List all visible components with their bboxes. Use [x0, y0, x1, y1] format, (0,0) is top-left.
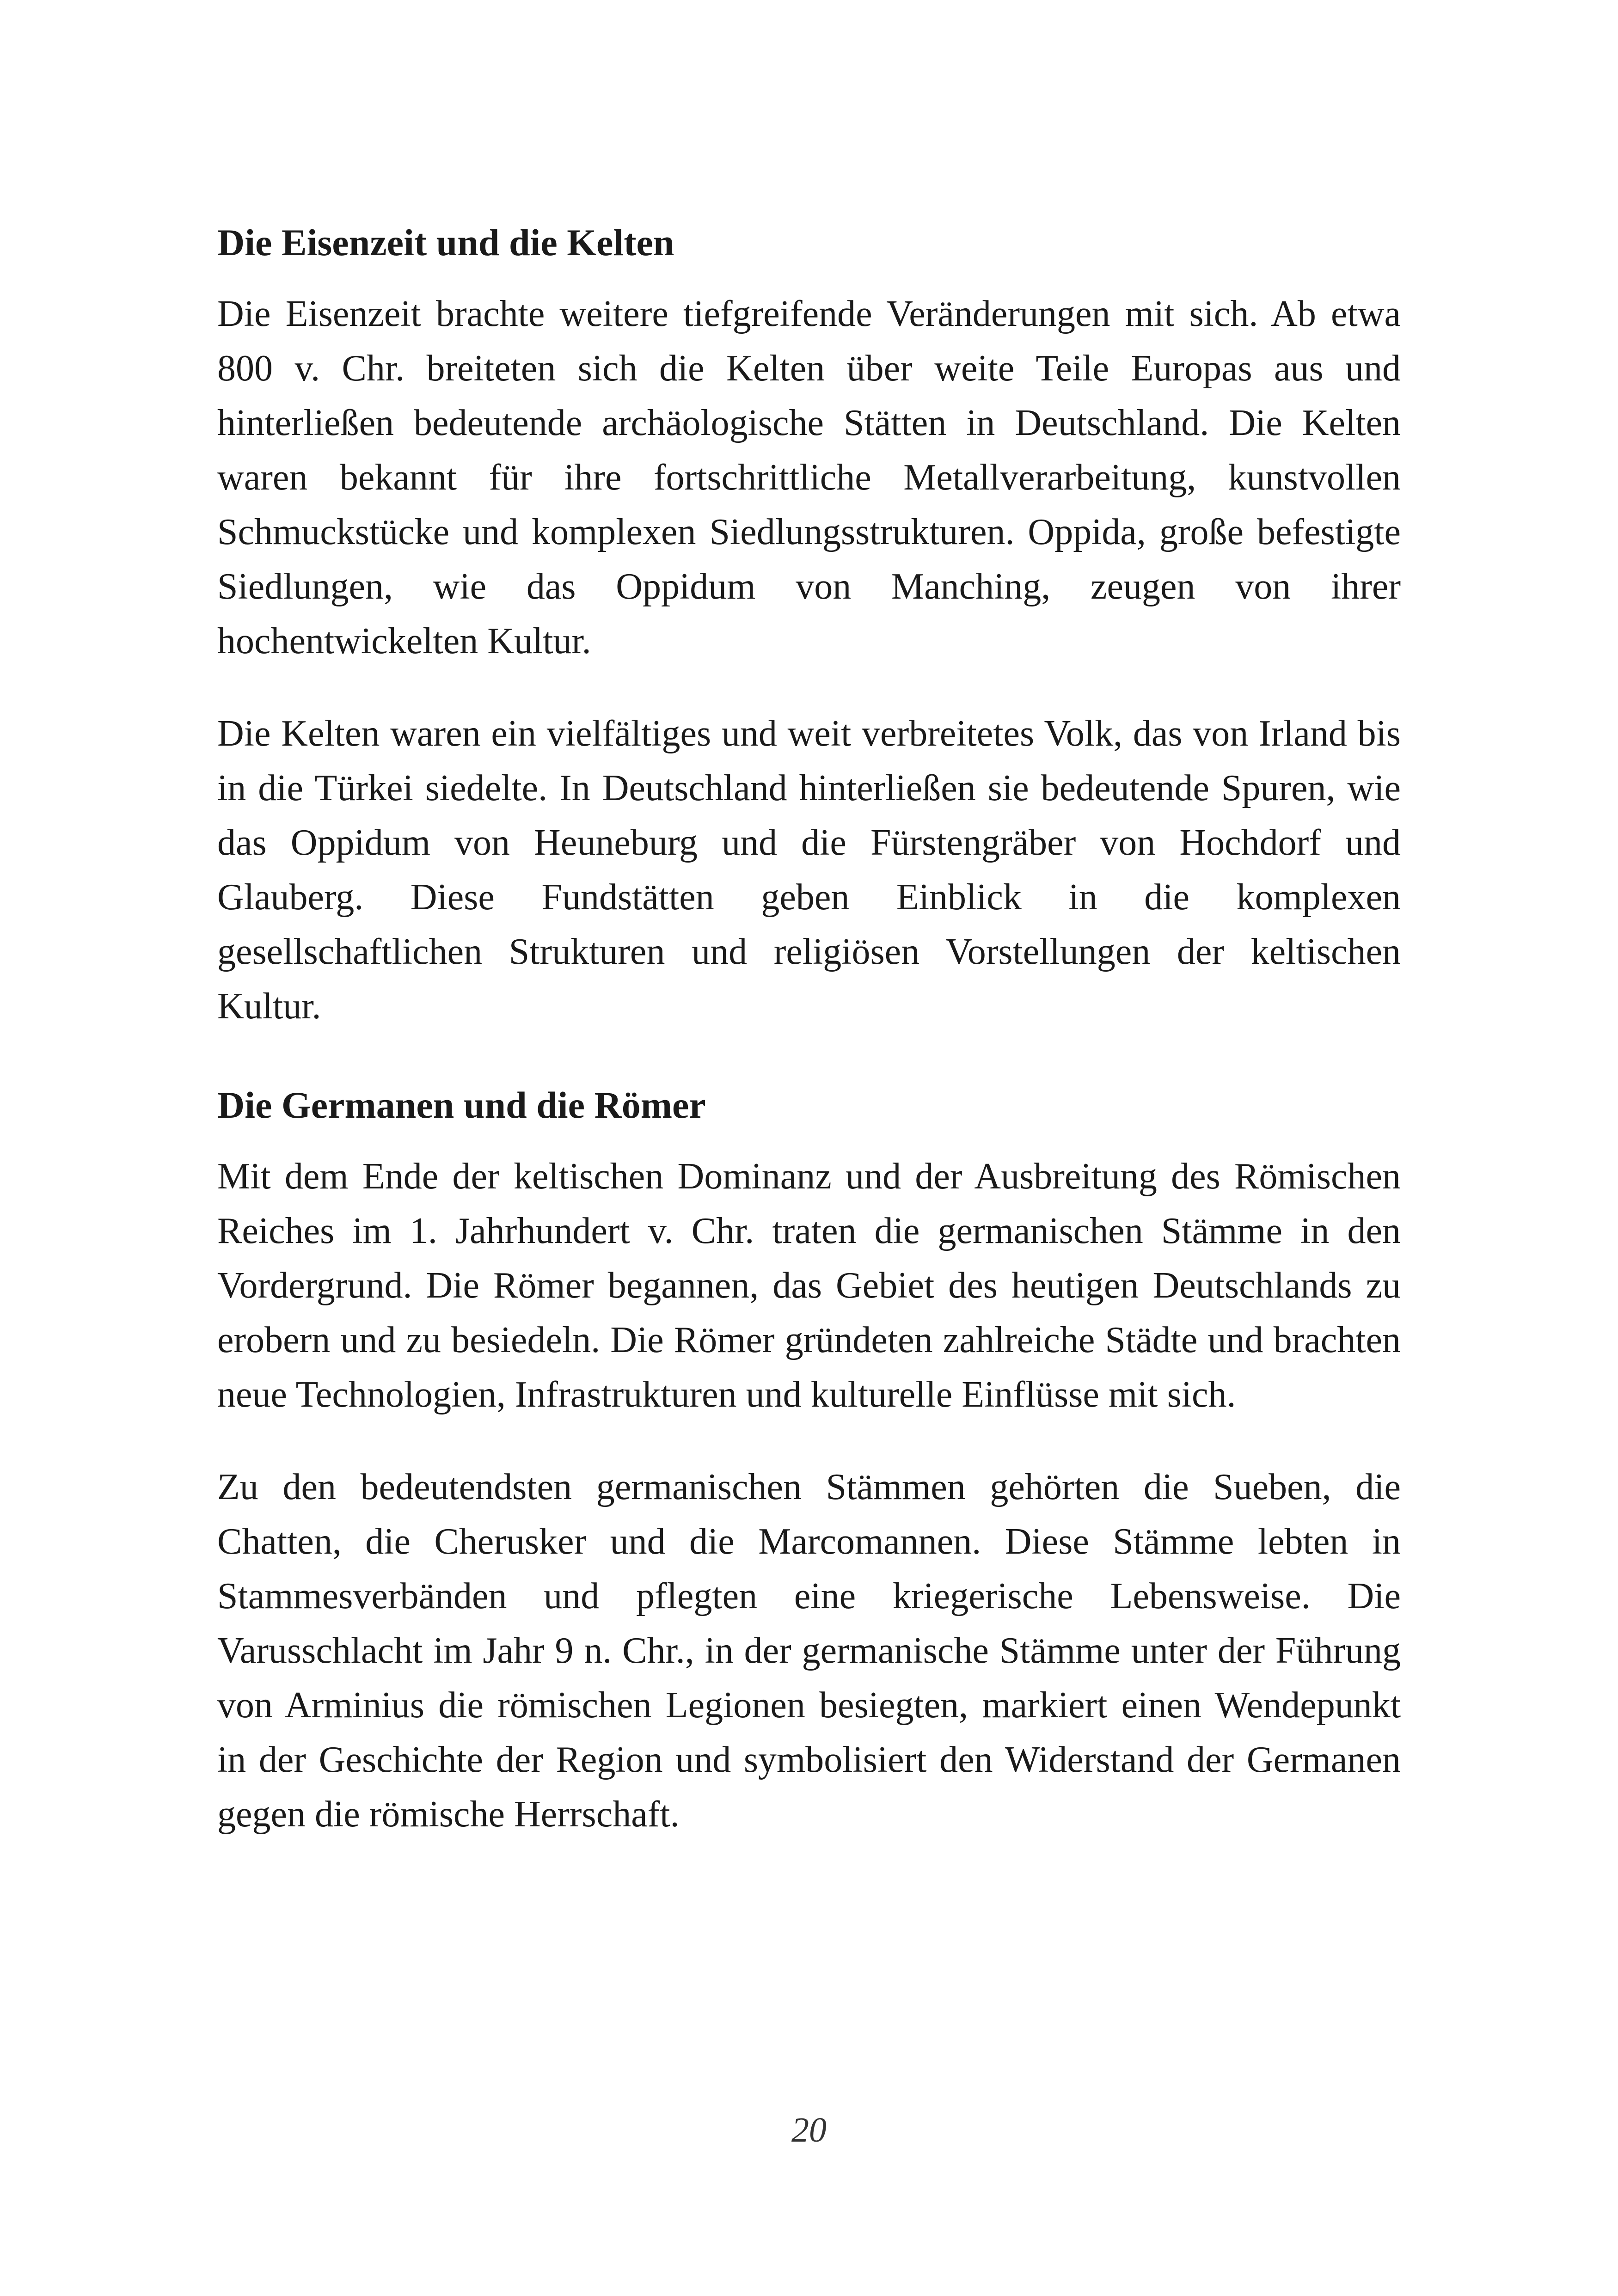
- section-germans-romans: [217, 1080, 1401, 1842]
- paragraph: Die Kelten waren ein vielfältiges und weit verbreitetes Volk, das von Irland bis in die Türkei siedelte. In Deutschland hinterließen sie bedeutende Spuren, wie das Oppidum von Heuneburg und die Fürstengräber von Hochdorf und Glauberg. Diese Fundstätten geben Einblick in die komplexen gesellschaftlichen Strukturen und religiösen Vorstellungen der keltischen Kultur.: [217, 713, 1401, 1027]
- section-iron-age-celts: [217, 217, 1401, 1034]
- page-content: [217, 217, 1401, 1842]
- paragraph: Mit dem Ende der keltischen Dominanz und der Ausbreitung des Römischen Reiches im 1. Jahrhundert v. Chr. traten die germanischen Stämme in den Vordergrund. Die Römer begannen, das Gebiet des heutigen Deutschlands zu erobern und zu besiedeln. Die Römer gründeten zahlreiche Städte und brachten neue Technologien, Infrastrukturen und kulturelle Einflüsse mit sich.: [217, 1156, 1401, 1415]
- paragraph: Die Eisenzeit brachte weitere tiefgreifende Veränderungen mit sich. Ab etwa 800 v. Chr. breiteten sich die Kelten über weite Teile Europas aus und hinterließen bedeutende archäologische Stätten in Deutschland. Die Kelten waren bekannt für ihre fortschrittliche Metallverarbeitung, kunstvollen Schmuckstücke und komplexen Siedlungsstrukturen. Oppida, große befestigte Siedlungen, wie das Oppidum von Manching, zeugen von ihrer hochentwickelten Kultur.: [217, 294, 1401, 661]
- section-heading: Die Eisenzeit und die Kelten: [217, 221, 674, 263]
- section-heading: Die Germanen und die Römer: [217, 1084, 706, 1126]
- page-number: 20: [791, 2111, 827, 2149]
- paragraph: Zu den bedeutendsten germanischen Stämmen gehörten die Sueben, die Chatten, die Cherusker und die Marcomannen. Diese Stämme lebten in Stammesverbänden und pflegten eine kriegerische Lebensweise. Die Varusschlacht im Jahr 9 n. Chr., in der germanische Stämme unter der Führung von Arminius die römischen Legionen besiegten, markiert einen Wendepunkt in der Geschichte der Region und symbolisiert den Widerstand der Germanen gegen die römische Herrschaft.: [217, 1467, 1401, 1835]
